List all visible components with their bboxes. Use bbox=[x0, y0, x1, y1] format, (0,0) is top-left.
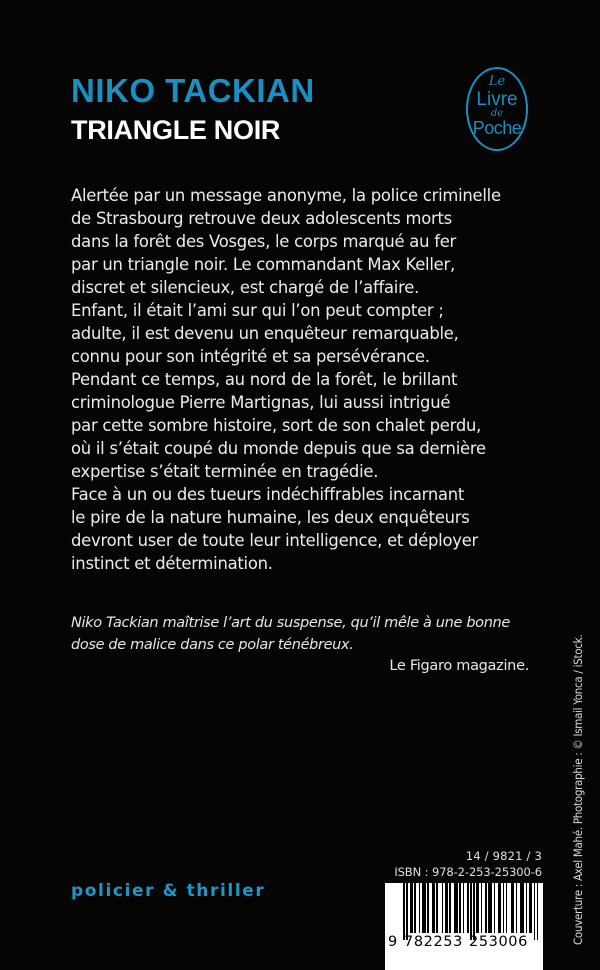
barcode-digits bbox=[388, 934, 528, 950]
book-title: TRIANGLE NOIR bbox=[71, 115, 281, 145]
quote-line: Niko Tackian maîtrise l’art du suspense, qu’il mêle à une bonne bbox=[71, 615, 510, 631]
synopsis-line: de Strasbourg retrouve deux adolescents morts bbox=[71, 209, 452, 228]
synopsis-line: discret et silencieux, est chargé de l’affaire. bbox=[71, 278, 420, 297]
synopsis-line: où il s’était coupé du monde depuis que sa dernière bbox=[71, 439, 486, 458]
logo-le: Le bbox=[488, 74, 506, 89]
cover-credits: Couverture : Axel Mahé. Photographie : © Ismail Yonca / iStock. bbox=[571, 634, 585, 945]
barcode-left-group: 782253 bbox=[404, 934, 463, 950]
catalog-code: 14 / 9821 / 3 bbox=[465, 849, 542, 863]
author-name: NIKO TACKIAN bbox=[71, 72, 315, 109]
isbn-number: ISBN : 978-2-253-25300-6 bbox=[394, 865, 542, 879]
synopsis-line: Pendant ce temps, au nord de la forêt, le brillant bbox=[71, 370, 458, 389]
barcode bbox=[385, 883, 543, 970]
quote-line: dose de malice dans ce polar ténébreux. bbox=[71, 637, 354, 653]
synopsis-line: Alertée par un message anonyme, la police criminelle bbox=[71, 186, 501, 205]
genre-label: policier & thriller bbox=[71, 881, 266, 901]
synopsis bbox=[71, 184, 541, 575]
synopsis-line: dans la forêt des Vosges, le corps marqué au fer bbox=[71, 232, 457, 251]
synopsis-line: Face à un ou des tueurs indéchiffrables incarnant bbox=[71, 485, 465, 504]
synopsis-line: instinct et détermination. bbox=[71, 554, 273, 573]
barcode-bars bbox=[403, 883, 539, 939]
barcode-right-group: 253006 bbox=[469, 934, 528, 950]
logo-de: de bbox=[490, 108, 504, 119]
logo-poche: Poche bbox=[472, 118, 522, 138]
synopsis-line: le pire de la nature humaine, les deux enquêteurs bbox=[71, 508, 470, 527]
barcode-first-digit: 9 bbox=[388, 934, 398, 950]
synopsis-line: connu pour son intégrité et sa persévérance. bbox=[71, 347, 430, 366]
synopsis-line: par un triangle noir. Le commandant Max Keller, bbox=[71, 255, 455, 274]
synopsis-line: par cette sombre histoire, sort de son chalet perdu, bbox=[71, 416, 482, 435]
quote-source: Le Figaro magazine. bbox=[389, 658, 529, 674]
press-quote bbox=[71, 612, 541, 656]
synopsis-line: criminologue Pierre Martignas, lui aussi intrigué bbox=[71, 393, 451, 412]
synopsis-line: expertise s’était terminée en tragédie. bbox=[71, 462, 379, 481]
synopsis-line: devront user de toute leur intelligence, et déployer bbox=[71, 531, 479, 550]
logo-livre: Livre bbox=[476, 89, 518, 110]
synopsis-line: Enfant, il était l’ami sur qui l’on peut compter ; bbox=[71, 301, 444, 320]
publisher-logo bbox=[466, 67, 528, 151]
synopsis-line: adulte, il est devenu un enquêteur remarquable, bbox=[71, 324, 459, 343]
